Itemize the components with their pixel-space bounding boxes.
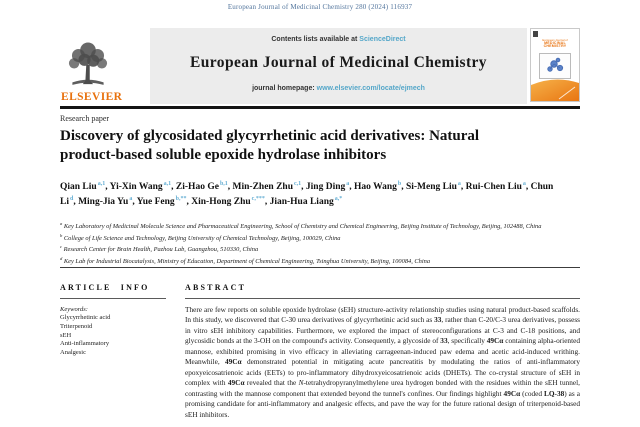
cover-molecule-structure <box>539 53 571 79</box>
article-type-label: Research paper <box>60 114 110 123</box>
keyword: Analgesic <box>60 349 86 357</box>
abstract-rule <box>185 298 580 299</box>
article-info-column <box>60 283 166 358</box>
header-divider-thick <box>60 106 580 109</box>
journal-cover-thumbnail[interactable] <box>530 28 580 102</box>
author: Chun Li$^d$ <box>60 182 554 208</box>
journal-title: European Journal of Medicinal Chemistry <box>190 54 487 71</box>
keyword: Anti-inflammatory <box>60 340 110 348</box>
homepage-link[interactable]: www.elsevier.com/locate/ejmech <box>316 85 425 92</box>
keywords-label: Keywords: <box>60 306 88 313</box>
abstract-column <box>185 283 580 420</box>
cover-publisher-mark <box>533 31 538 37</box>
author: Xin-Hong Zhu$^{c,***}$ <box>191 196 265 208</box>
affiliation: $^b$ College of Life Science and Technology, Beijing University of Chemical Technology, Beijing, 100029, China <box>60 232 341 242</box>
homepage-line <box>150 85 527 92</box>
banner-center <box>150 28 527 104</box>
cover-orange-band <box>531 79 579 101</box>
section-divider <box>60 267 580 268</box>
running-head-citation: European Journal of Medicinal Chemistry 280 (2024) 116937 <box>227 3 413 11</box>
author: Si-Meng Liu$^a$ <box>405 181 461 193</box>
author: Jian-Hua Liang$^{a,*}$ <box>269 196 343 208</box>
contents-prefix: Contents lists available at <box>271 36 360 43</box>
cover-title <box>531 39 579 49</box>
keyword: Triterpenoid <box>60 322 93 330</box>
elsevier-logo[interactable] <box>60 28 150 104</box>
affiliation: $^a$ Key Laboratory of Medicinal Molecule Science and Pharmaceutical Engineering, School of Chemistry and Chemical Engineering, Beijing Institute of Technology, Beijing, 102488, China <box>60 221 542 231</box>
affiliation-list <box>60 220 580 266</box>
keyword: Glycyrrhetinic acid <box>60 314 111 321</box>
author: Jing Ding$^a$ <box>305 181 350 193</box>
author: Qian Liu$^{a,1}$ <box>60 181 106 193</box>
article-info-heading: ARTICLE INFO <box>60 283 150 292</box>
elsevier-wordmark: ELSEVIER <box>61 91 123 103</box>
affiliation: $^d$ Key Lab for Industrial Biocatalysis, Ministry of Education, Department of Chemical Engineering, Tsinghua University, Beijing, 100084, China <box>60 255 431 265</box>
abstract-text: There are few reports on soluble epoxide hydrolase (sEH) structure-activity relationship studies using natural product-based scaffolds. In this study, we discovered that C-30 urea derivatives of glycyrrhetinic acid such as 33, rather than C-20/C-3 urea derivatives, possess in vitro sEH inhibitory capabilities. Furthermore, we explored the impact of stereoconfigurations at C-3 and C-18 positions, and glycosidic bonds at the 3-OH on the compound's activity. Consequently, a glycoside of 33, specifically 49Cα containing alpha-oriented mannose, exhibited promising in vivo efficacy in alleviating carrageenan-induced paw edema and acetic acid-induced writhing. Meanwhile, 49Cα demonstrated potential in mitigating acute pancreatitis by modulating the ratios of anti-inflammatory epoxyeicosatrienoic acids (EETs) to pro-inflammatory dihydroxyeicosatrienoic acids (DHETs). The co-crystal structure of sEH in complex with 49Cα revealed that the N-tetrahydropyranylmethylene urea hydrogen bonded with the residues within the sEH tunnel, contrasting with the mannose component that extended beyond the tunnel's confines. Our findings highlight 49Cα (coded LQ-38) as a promising candidate for anti-inflammatory and analgesic effects, and pave the way for the future rational design of triterpenoid-based sEH inhibitors. <box>185 305 581 419</box>
contents-line <box>150 36 527 43</box>
journal-header-banner <box>60 28 580 104</box>
author-list: Qian Liu$^{a,1}$, Yi-Xin Wang$^{a,1}$, Zi-Hao Ge$^{b,1}$, Min-Zhen Zhu$^{c,1}$, Jing Ding$^a$, Hao Wang$^b$, Si-Meng Liu$^a$, Rui-Chen Liu$^a$, Chun Li$^d$, Ming-Jia Yu$^a$, Yue Feng$^{b,**}$, Xin-Hong Zhu$^{c,***}$, Jian-Hua Liang$^{a,*}$ <box>60 181 554 208</box>
cover-title-line2: MEDICINAL <box>544 41 566 46</box>
author: Zi-Hao Ge$^{b,1}$ <box>175 181 228 193</box>
keyword: sEH <box>60 331 72 339</box>
keyword-list <box>60 314 166 358</box>
affiliation: $^c$ Research Center for Brain Health, Pazhou Lab, Guangzhou, 510330, China <box>60 244 259 254</box>
author: Yue Feng$^{b,**}$ <box>136 196 187 208</box>
cover-title-line3: CHEMISTRY <box>543 44 567 49</box>
author: Min-Zhen Zhu$^{c,1}$ <box>232 181 302 193</box>
elsevier-tree-icon <box>60 39 114 91</box>
article-title: Discovery of glycosidated glycyrrhetinic acid derivatives: Natural product-based soluble epoxide hydrolase inhibitors <box>60 128 480 163</box>
homepage-prefix: journal homepage: <box>252 85 317 92</box>
author: Yi-Xin Wang$^{a,1}$ <box>109 181 172 193</box>
author: Rui-Chen Liu$^a$ <box>465 181 526 193</box>
author: Ming-Jia Yu$^a$ <box>78 196 133 208</box>
author: Hao Wang$^b$ <box>354 181 402 193</box>
abstract-heading: ABSTRACT <box>185 283 247 292</box>
article-info-rule <box>60 298 166 299</box>
cover-title-line1: European Journal of <box>542 38 568 42</box>
sciencedirect-link[interactable]: ScienceDirect <box>359 36 406 43</box>
